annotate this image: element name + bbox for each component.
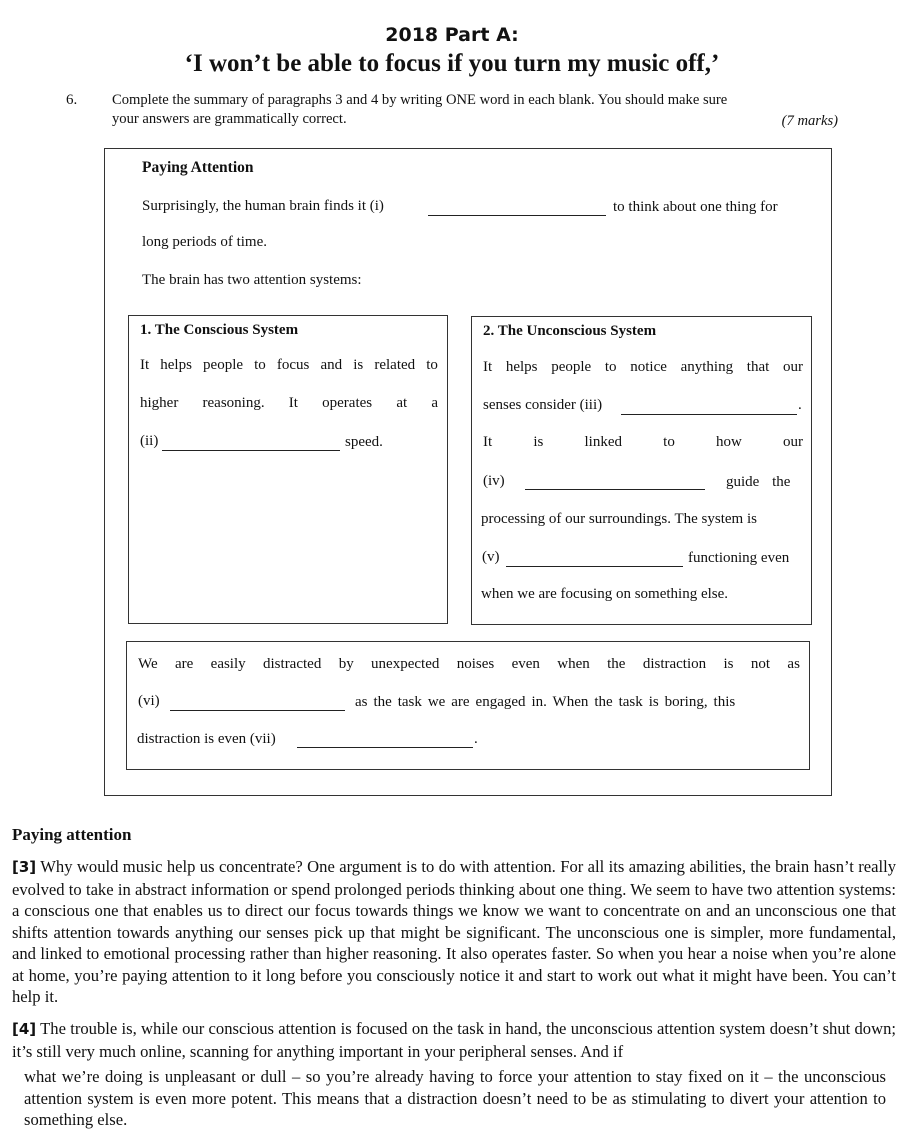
word: higher <box>140 395 179 411</box>
part-label: 2018 Part A: <box>385 24 519 46</box>
blank-vii[interactable] <box>297 735 473 748</box>
blank-v[interactable] <box>506 554 683 567</box>
paragraph-4-continued: what we’re doing is unpleasant or dull – so you’re already having to force your attention to stay fixed on it – the unconscious attention system is even more potent. This means that a distraction doesn’t need to be as stimulating to divert your attention to something else. <box>24 1067 886 1129</box>
word: people <box>551 359 592 375</box>
distraction-row-3: distraction is even (vii) <box>137 731 276 747</box>
word: even <box>511 656 540 672</box>
blank-vi[interactable] <box>170 698 345 711</box>
summary-line-3: The brain has two attention systems: <box>142 272 362 288</box>
paragraph-3-text: Why would music help us concentrate? One argument is to do with attention. For all its amazing abilities, the brain hasn’t really evolved to take in abstract information or spend prolonged periods thinking about one thing. We seem to have two attention systems: a conscious one that enables us to direct our focus towards things we know we want to concentrate on and an unconscious one that shifts attention towards anything our senses pick up that might be significant. The unconscious one is simpler, more fundamental, and linked to emotional processing rather than higher reasoning. It also operates faster. So when you hear a noise when you’re alone at home, you’re paying attention to it long before you consciously notice it and start to work out what it might have been. You can’t help it. <box>12 857 896 1006</box>
blank-v-label: (v) <box>482 549 500 565</box>
unconscious-row-6-end: functioning even <box>688 550 790 566</box>
summary-line-1a: Surprisingly, the human brain finds it (i) <box>142 198 384 214</box>
word: is <box>723 656 734 672</box>
instruction-line-1: Complete the summary of paragraphs 3 and 4 by writing ONE word in each blank. You should make sure <box>112 92 728 108</box>
word: as <box>787 656 800 672</box>
word: are <box>174 656 194 672</box>
conscious-title: 1. The Conscious System <box>140 322 299 338</box>
paragraph-3-tag: [3] <box>12 858 37 876</box>
unconscious-row-1 <box>483 359 803 376</box>
blank-iv[interactable] <box>525 477 705 490</box>
word: noises <box>456 656 495 672</box>
paragraph-4-tag: [4] <box>12 1020 37 1038</box>
word: unexpected <box>371 656 440 672</box>
unconscious-row-2: senses consider (iii) <box>483 397 603 413</box>
word: to <box>426 357 438 373</box>
word: It <box>288 395 298 411</box>
word: linked <box>584 434 622 450</box>
word: helps <box>160 357 192 373</box>
word: operates <box>322 395 373 411</box>
word: that <box>746 359 770 375</box>
word: to <box>663 434 675 450</box>
word: is <box>533 434 544 450</box>
word: to <box>254 357 266 373</box>
word: It <box>483 359 493 375</box>
blank-iii[interactable] <box>621 402 797 415</box>
blank-ii[interactable] <box>162 438 340 451</box>
word: anything <box>680 359 734 375</box>
blank-i[interactable] <box>428 203 606 216</box>
word: our <box>782 359 803 375</box>
word: a <box>431 395 438 411</box>
word: by <box>338 656 354 672</box>
summary-heading: Paying Attention <box>142 159 254 176</box>
unconscious-row-5: processing of our surroundings. The system is <box>481 511 757 527</box>
word: at <box>396 395 408 411</box>
unconscious-row-3 <box>483 434 803 451</box>
distraction-row-1 <box>138 656 800 673</box>
word: and <box>320 357 343 373</box>
word: easily <box>210 656 246 672</box>
word: how <box>715 434 742 450</box>
word: It <box>483 434 493 450</box>
unconscious-row-4-end: guide the <box>726 474 791 490</box>
paragraph-4-text-a: The trouble is, while our conscious attention is focused on the task in hand, the unconscious attention system doesn’t shut down; it’s still very much online, scanning for anything important in your peripheral senses. And if <box>12 1019 896 1061</box>
word: not <box>750 656 771 672</box>
word: distraction <box>642 656 707 672</box>
blank-vi-label: (vi) <box>138 693 160 709</box>
marks-label: (7 marks) <box>781 113 838 129</box>
word: focus <box>276 357 310 373</box>
word: people <box>203 357 244 373</box>
distraction-row-2-end: as the task we are engaged in. When the task is boring, this <box>355 694 736 710</box>
conscious-row-3-end: speed. <box>345 434 383 450</box>
word: notice <box>630 359 667 375</box>
conscious-row-2 <box>140 395 438 412</box>
page-title: ‘I won’t be able to focus if you turn my music off,’ <box>184 50 720 77</box>
paragraph-3 <box>12 856 896 1008</box>
word: when <box>557 656 590 672</box>
word: to <box>604 359 617 375</box>
word: is <box>353 357 364 373</box>
blank-ii-label: (ii) <box>140 433 159 449</box>
unconscious-row-2-end: . <box>798 397 802 413</box>
word: related <box>374 357 416 373</box>
word: It <box>140 357 150 373</box>
paragraph-4-start <box>12 1018 896 1062</box>
distraction-row-3-end: . <box>474 731 478 747</box>
word: helps <box>505 359 538 375</box>
instruction-line-2: your answers are grammatically correct. <box>112 111 347 127</box>
question-number: 6. <box>66 92 78 108</box>
unconscious-title: 2. The Unconscious System <box>483 323 657 339</box>
unconscious-row-7: when we are focusing on something else. <box>481 586 729 602</box>
word: We <box>138 656 158 672</box>
conscious-row-1 <box>140 357 438 374</box>
word: our <box>782 434 803 450</box>
word: distracted <box>263 656 322 672</box>
summary-line-2: long periods of time. <box>142 234 267 250</box>
word: reasoning. <box>202 395 265 411</box>
summary-line-1b: to think about one thing for <box>613 199 778 215</box>
blank-iv-label: (iv) <box>483 473 505 489</box>
word: the <box>607 656 626 672</box>
passage-heading: Paying attention <box>12 825 132 844</box>
